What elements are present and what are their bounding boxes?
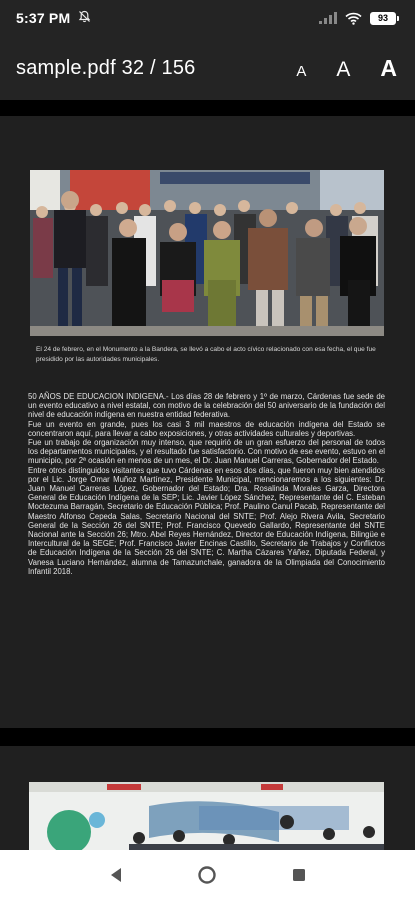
event-photo (30, 170, 384, 336)
font-size-medium-button[interactable]: A (336, 57, 351, 81)
document-title: sample.pdf 32 / 156 (16, 56, 196, 79)
recents-icon[interactable] (279, 855, 319, 895)
app-toolbar (0, 36, 415, 100)
mute-icon (78, 10, 91, 26)
font-size-small-button[interactable]: A (296, 62, 307, 80)
pdf-page (0, 116, 415, 728)
system-nav-bar (0, 850, 415, 900)
status-icons (319, 12, 399, 25)
status-time: 5:37 PM (16, 10, 71, 26)
pdf-page-next (0, 746, 415, 850)
battery-level: 93 (370, 12, 396, 25)
status-bar (0, 0, 415, 36)
signal-icon (319, 12, 337, 24)
font-size-controls (296, 55, 397, 82)
photo-caption: El 24 de febrero, en el Monumento a la Bandera, se llevó a cabo el acto cívico relacionado con esa fecha, el que fue presidido por las autoridades municipales. (36, 346, 376, 363)
wifi-icon (345, 12, 362, 25)
article-text (28, 392, 385, 576)
font-size-large-button[interactable]: A (380, 54, 397, 81)
article-paragraph: Fue un evento en grande, pues los casi 3 mil maestros de educación indígena del Estado se concentraron aquí, para llevar a cabo exposiciones, y otras actividades culturales y deportivas. (28, 419, 385, 438)
article-paragraph: Fue un trabajo de organización muy intenso, que requirió de un gran esfuerzo del personal de todos los departamentos municipales, y el resultado fue satisfactorio. Con motivo de ese evento, estuvo en el municipio, por 2ª ocasión en menos de un mes, el Dr. Juan Manuel Carreras, Gobernador del Estado. (28, 438, 385, 466)
article-paragraph: Entre otros distinguidos visitantes que tuvo Cárdenas en esos dos días, que fueron muy bien atendidos por el Lic. Jorge Omar Muñoz Martínez, Presidente Municipal, mencionaremos a los siguientes: Dr. Juan Manuel Carreras López, Gobernador del Estado; Dra. Rosalinda Morales Garza, Directora General de Educación Indígena de la SEP; Lic. Javier López Sánchez, Representante del C. Esteban Moctezuma Barragán, Secretario de Educación Pública; Prof. Paulino Canul Pacab, Representante del Maestro Alfonso Cepeda Salas, Secretario Nacional del SNTE; Prof. Alejo Rivera Avila, Secretario General de la Sección 26 del SNTE; Prof. Francisco Quevedo Gallardo, Representante del SNTE Nacional ante la Sección 26; Mtro. Abel Reyes Hernández, Director de Educación Indígena, Bilingüe e Intercultural de la SEGE; Prof. Francisco Javier Encinas Castillo, Secretario de Trabajos y Conflictos de Educación Indígena de la Sección 26 del SNTE; C. Martha Cázares Yáñez, Diputada Federal, y Vanesa Luciano Hernández, alumna de Tamazunchale, ganadora de la Olimpiada del Conocimiento Infantil 2018. (28, 465, 385, 576)
home-icon[interactable] (187, 855, 227, 895)
back-icon[interactable] (96, 855, 136, 895)
battery-icon (370, 12, 399, 25)
banner-photo (29, 782, 384, 850)
pdf-viewer[interactable] (0, 100, 415, 850)
article-paragraph: 50 AÑOS DE EDUCACION INDIGENA.- Los días 28 de febrero y 1º de marzo, Cárdenas fue sede de un evento educativo a nivel estatal, con motivo de la celebración del 50 aniversario de la fundación del nivel de educación indígena en nuestra entidad federativa. (28, 392, 385, 420)
